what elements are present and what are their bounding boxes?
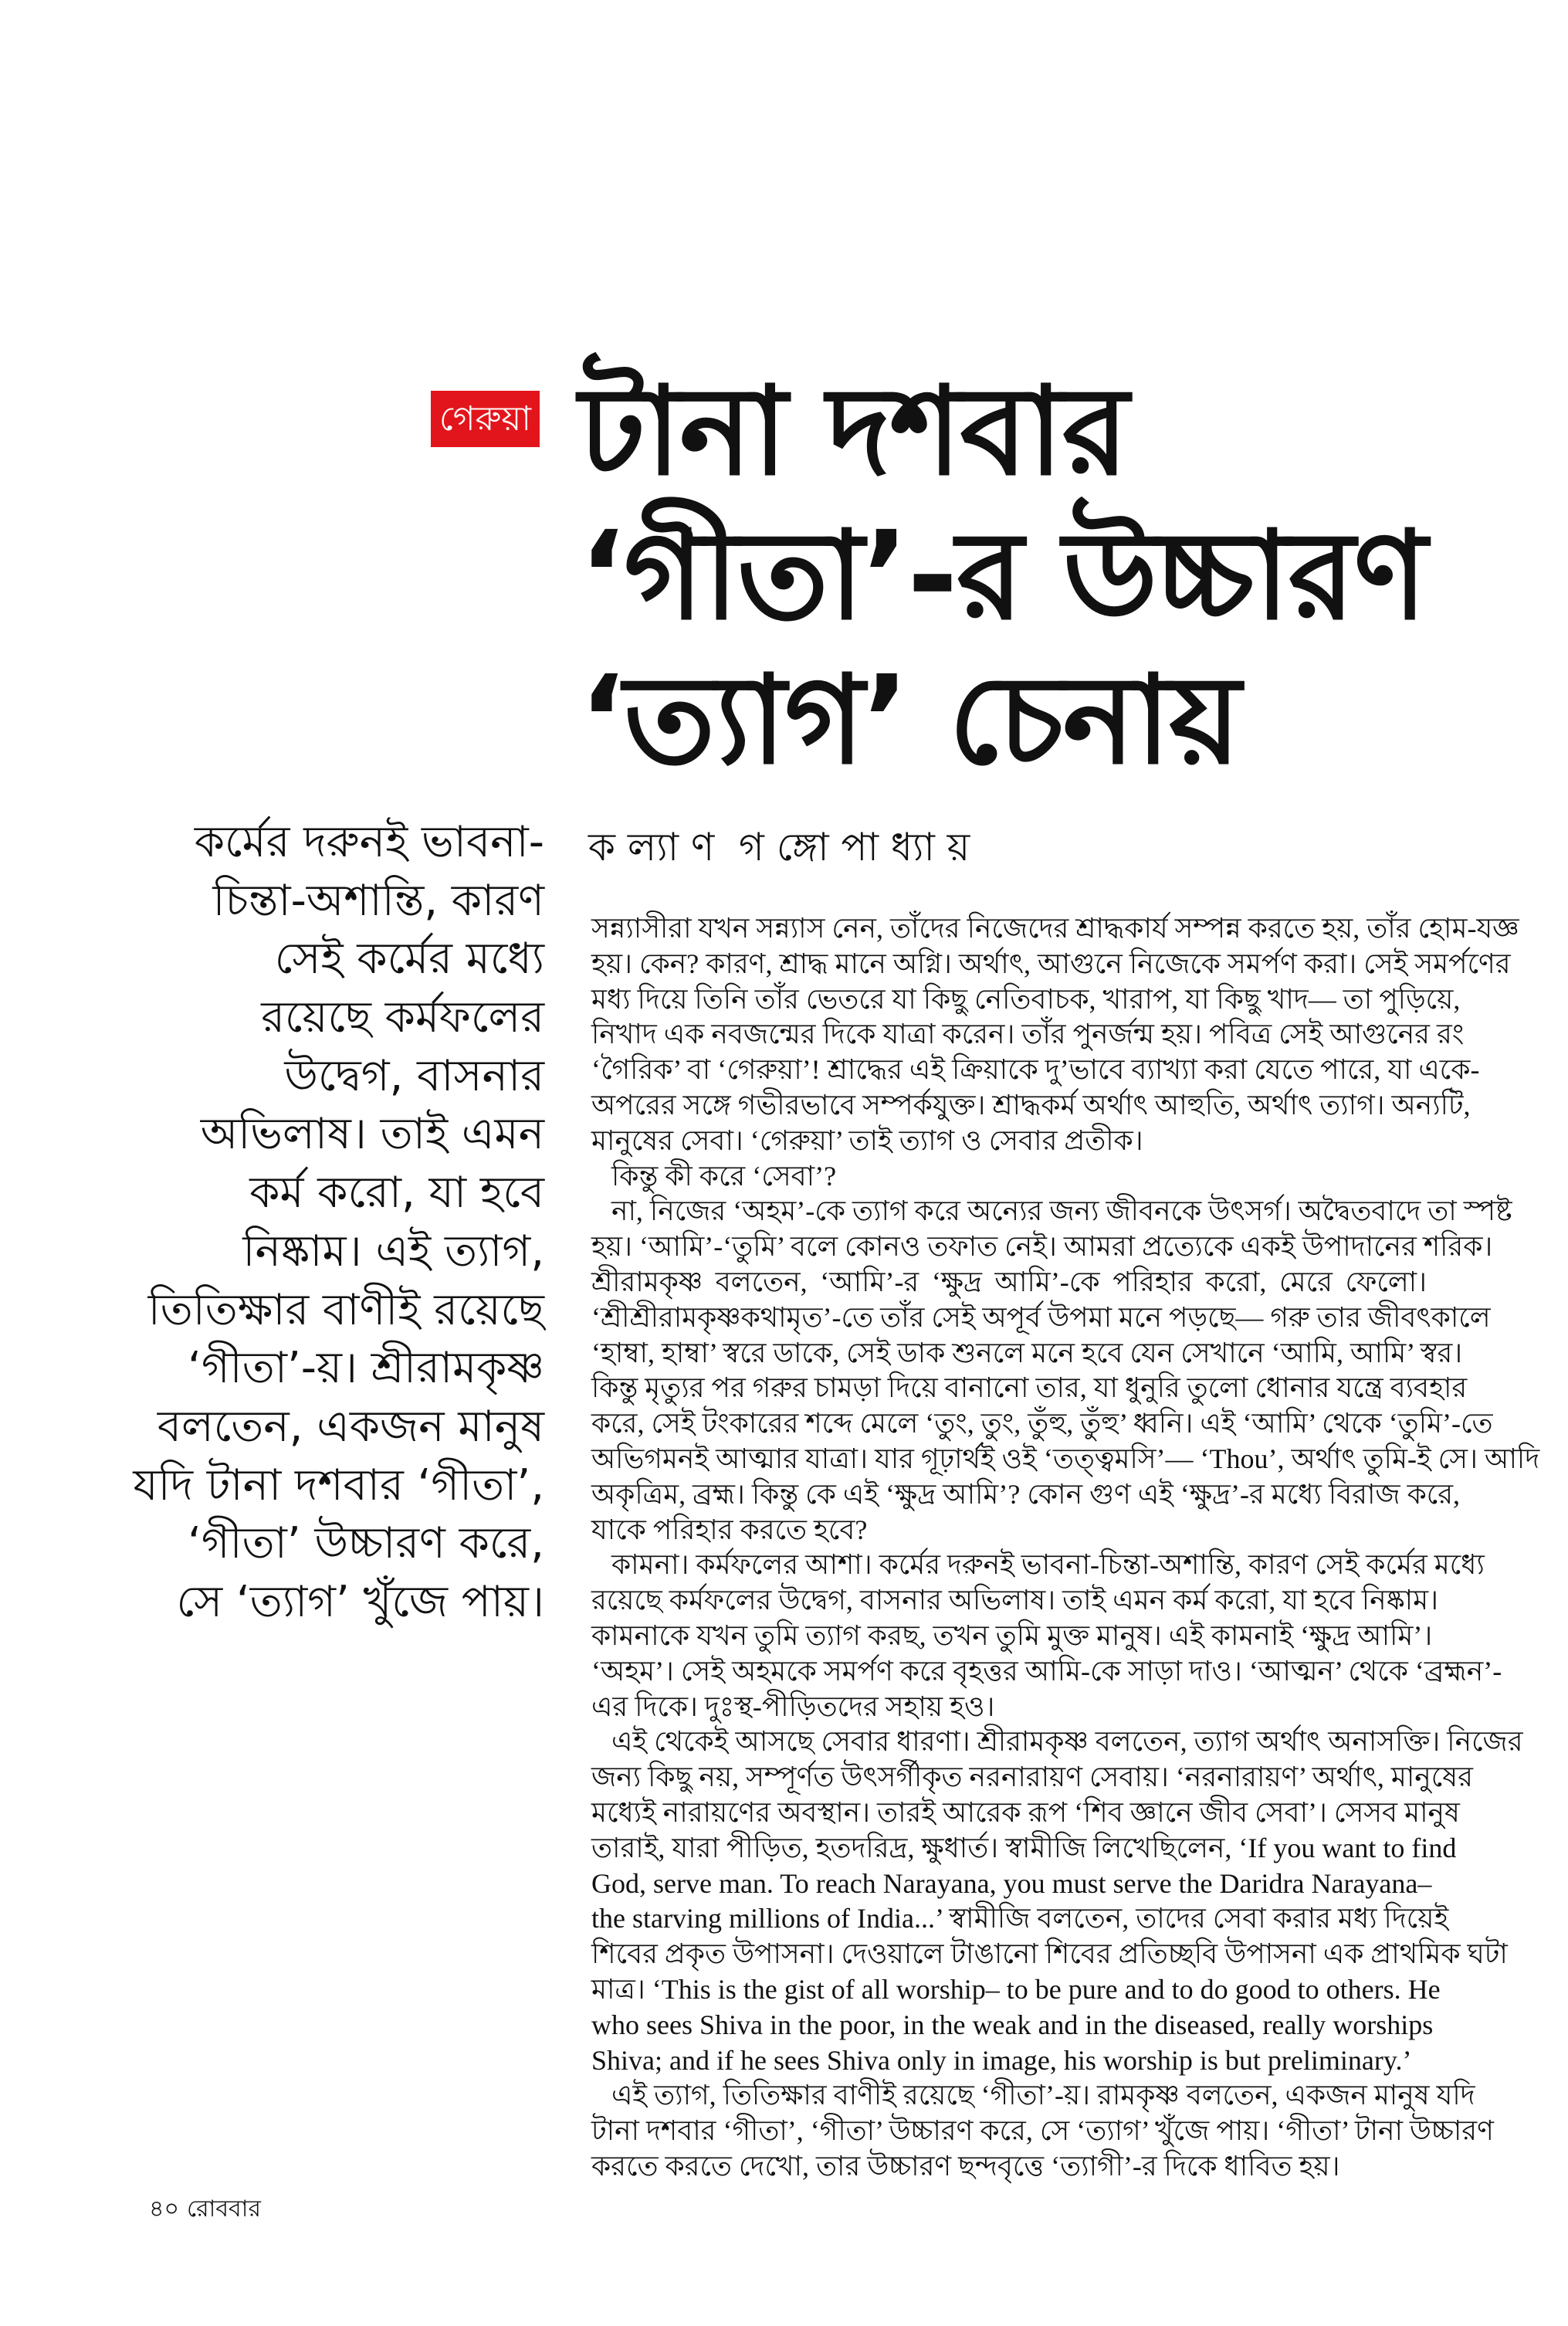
footer — [149, 2195, 261, 2223]
body-line: ‘হাম্বা, হাম্বা’ স্বরে ডাকে, সেই ডাক শুনলে মনে হবে যেন সেখানে ‘আমি, আমি’ স্বর। — [591, 1337, 1463, 1368]
body-line: কামনা। কর্মফলের আশা। কর্মের দরুনই ভাবনা-চিন্তা-অশান্তি, কারণ সেই কর্মের মধ্যে — [611, 1549, 1485, 1581]
pull-quote-line: রয়েছে কর্মফলের — [261, 992, 544, 1043]
headline-line: টানা দশবার — [579, 361, 1128, 503]
body-paragraph — [591, 911, 1519, 1159]
body-line: টানা দশবার ‘গীতা’, ‘গীতা’ উচ্চারণ করে, সে ‘ত্যাগ’ খুঁজে পায়। ‘গীতা’ টানা উচ্চারণ — [591, 2115, 1494, 2147]
body-line: ‘শ্রীশ্রীরামকৃষ্ণকথামৃত’-তে তাঁর সেই অপূর্ব উপমা মনে পড়ছে— গরু তার জীবৎকালে — [591, 1301, 1491, 1333]
body-paragraph — [591, 2078, 1494, 2184]
headline-line: ‘গীতা’-র উচ্চারণ — [579, 505, 1426, 647]
body-line: এই থেকেই আসছে সেবার ধারণা। শ্রীরামকৃষ্ণ বলতেন, ত্যাগ অর্থাৎ অনাসক্তি। নিজের — [611, 1726, 1523, 1758]
pull-quote-line: কর্ম করো, যা হবে — [249, 1168, 544, 1219]
body-line: কামনাকে যখন তুমি ত্যাগ করছ, তখন তুমি মুক্ত মানুষ। এই কামনাই ‘ক্ষুদ্র আমি’। — [591, 1619, 1433, 1651]
body-line: শিবের প্রকৃত উপাসনা। দেওয়ালে টাঙানো শিবের প্রতিচ্ছবি উপাসনা এক প্রাথমিক ঘটা — [591, 1938, 1508, 1970]
pull-quote-line: নিষ্কাম। এই ত্যাগ, — [242, 1226, 544, 1277]
pull-quote-line: কর্মের দরুনই ভাবনা- — [194, 817, 544, 867]
body-line: এর দিকে। দুঃস্থ-পীড়িতদের সহায় হও। — [591, 1690, 995, 1722]
pull-quote-line: ‘গীতা’-য়। শ্রীরামকৃষ্ণ — [188, 1343, 544, 1394]
body-line: শ্রীরামকৃষ্ণ বলতেন, ‘আমি’-র ‘ক্ষুদ্র আমি’-কে পরিহার করো, মেরে ফেলো। — [591, 1266, 1427, 1297]
pull-quote-line: উদ্বেগ, বাসনার — [284, 1050, 544, 1101]
body-line: কিন্তু মৃত্যুর পর গরুর চামড়া দিয়ে বানানো তার, যা ধুনুরি তুলো ধোনার যন্ত্রে ব্যবহার — [591, 1372, 1468, 1404]
body-line: করতে করতে দেখো, তার উচ্চারণ ছন্দবৃত্তে ‘ত্যাগী’-র দিকে ধাবিত হয়। — [591, 2150, 1340, 2182]
publication-name: রোববার — [186, 2196, 261, 2222]
headline — [579, 360, 1544, 793]
body-line: মধ্য দিয়ে তিনি তাঁর ভেতরে যা কিছু নেতিবাচক, খারাপ, যা কিছু খাদ— তা পুড়িয়ে, — [591, 983, 1461, 1015]
body-line: হয়। ‘আমি’-‘তুমি’ বলে কোনও তফাত নেই। আমরা প্রত্যেকে একই উপাদানের শরিক। — [591, 1231, 1493, 1263]
body-line: অপরের সঙ্গে গভীরভাবে সম্পর্কযুক্ত। শ্রাদ্ধকর্ম অর্থাৎ আহুতি, অর্থাৎ ত্যাগ। অন্যটি, — [591, 1089, 1471, 1121]
body-line: কিন্তু কী করে ‘সেবা’? — [611, 1160, 837, 1192]
body-line: এই ত্যাগ, তিতিক্ষার বাণীই রয়েছে ‘গীতা’-য়। রামকৃষ্ণ বলতেন, একজন মানুষ যদি — [611, 2080, 1475, 2111]
body-line: the starving millions of India...’ স্বামীজি বলতেন, তাদের সেবা করার মধ্য দিয়েই — [591, 1903, 1449, 1934]
body-line: সন্ন্যাসীরা যখন সন্ন্যাস নেন, তাঁদের নিজেদের শ্রাদ্ধকার্য সম্পন্ন করতে হয়, তাঁর হোম-যজ্ঞ — [591, 913, 1519, 944]
body-line: God, serve man. To reach Narayana, you must serve the Daridra Narayana– — [591, 1867, 1432, 1899]
pull-quote-line: চিন্তা-অশান্তি, কারণ — [212, 875, 544, 926]
section-tag: গেরুয়া — [431, 391, 540, 447]
body-line: না, নিজের ‘অহম’-কে ত্যাগ করে অন্যের জন্য জীবনকে উৎসর্গ। অদ্বৈতবাদে তা স্পষ্ট — [611, 1195, 1512, 1227]
body-line: জন্য কিছু নয়, সম্পূর্ণত উৎসর্গীকৃত নরনারায়ণ সেবায়। ‘নরনারায়ণ’ অর্থাৎ, মানুষের — [591, 1761, 1473, 1793]
body-line: অকৃত্রিম, ব্রহ্ম। কিন্তু কে এই ‘ক্ষুদ্র আমি’? কোন গুণ এই ‘ক্ষুদ্র’-র মধ্যে বিরাজ করে, — [591, 1478, 1461, 1510]
pull-quote-line: ‘গীতা’ উচ্চারণ করে, — [188, 1518, 544, 1569]
body-line: মাত্র। ‘This is the gist of all worship– to be pure and to do good to others. He — [591, 1973, 1441, 2005]
pull-quote — [93, 813, 544, 1632]
body-line: অভিগমনই আত্মার যাত্রা। যার গূঢ়ার্থই ওই ‘তত্ত্বমসি’— ‘Thou’, অর্থাৎ তুমি-ই সে। আদি — [591, 1443, 1540, 1474]
body-paragraph — [591, 1194, 1540, 1548]
article-body — [591, 911, 1540, 2185]
body-paragraph — [591, 1724, 1523, 2078]
byline: ক ল্যা ণ গ ঙ্গো পা ধ্যা য় — [588, 825, 970, 870]
pull-quote-line: যদি টানা দশবার ‘গীতা’, — [133, 1460, 544, 1511]
body-line: হয়। কেন? কারণ, শ্রাদ্ধ মানে অগ্নি। অর্থাৎ, আগুনে নিজেকে সমর্পণ করা। সেই সমর্পণের — [591, 948, 1511, 979]
body-line: যাকে পরিহার করতে হবে? — [591, 1514, 868, 1545]
pull-quote-line: অভিলাষ। তাই এমন — [200, 1109, 544, 1160]
body-line: মানুষের সেবা। ‘গেরুয়া’ তাই ত্যাগ ও সেবার প্রতীক। — [591, 1124, 1143, 1156]
body-line: Shiva; and if he sees Shiva only in image, his worship is but preliminary.’ — [591, 2044, 1412, 2076]
body-line: নিখাদ এক নবজন্মের দিকে যাত্রা করেন। তাঁর পুনর্জন্ম হয়। পবিত্র সেই আগুনের রং — [591, 1019, 1465, 1050]
body-line: ‘অহম’। সেই অহমকে সমর্পণ করে বৃহত্তর আমি-কে সাড়া দাও। ‘আত্মন’ থেকে ‘ব্রহ্মন’- — [591, 1655, 1502, 1687]
body-line: রয়েছে কর্মফলের উদ্বেগ, বাসনার অভিলাষ। তাই এমন কর্ম করো, যা হবে নিষ্কাম। — [591, 1585, 1438, 1616]
body-line: who sees Shiva in the poor, in the weak and in the diseased, really worships — [591, 2009, 1434, 2040]
body-line: তারাই, যারা পীড়িত, হতদরিদ্র, ক্ষুধার্ত। স্বামীজি লিখেছিলেন, ‘If you want to find — [591, 1832, 1457, 1863]
pull-quote-line: সেই কর্মের মধ্যে — [274, 934, 544, 985]
pull-quote-line: বলতেন, একজন মানুষ — [157, 1401, 544, 1452]
body-paragraph — [591, 1548, 1502, 1724]
headline-line: ‘ত্যাগ’ চেনায় — [579, 649, 1240, 792]
body-line: ‘গৈরিক’ বা ‘গেরুয়া’! শ্রাদ্ধের এই ক্রিয়াকে দু’ভাবে ব্যাখ্যা করা যেতে পারে, যা একে- — [591, 1054, 1480, 1086]
page-number: ৪০ — [149, 2196, 179, 2222]
pull-quote-line: তিতিক্ষার বাণীই রয়েছে — [147, 1284, 544, 1335]
pull-quote-line: সে ‘ত্যাগ’ খুঁজে পায়। — [176, 1576, 544, 1627]
body-line: মধ্যেই নারায়ণের অবস্থান। তারই আরেক রূপ ‘শিব জ্ঞানে জীব সেবা’। সেসব মানুষ — [591, 1796, 1460, 1828]
body-line: করে, সেই টংকারের শব্দে মেলে ‘তুং, তুং, তুঁহু, তুঁহু’ ধ্বনি। এই ‘আমি’ থেকে ‘তুমি’-তে — [591, 1408, 1493, 1439]
body-paragraph — [591, 1159, 1427, 1195]
